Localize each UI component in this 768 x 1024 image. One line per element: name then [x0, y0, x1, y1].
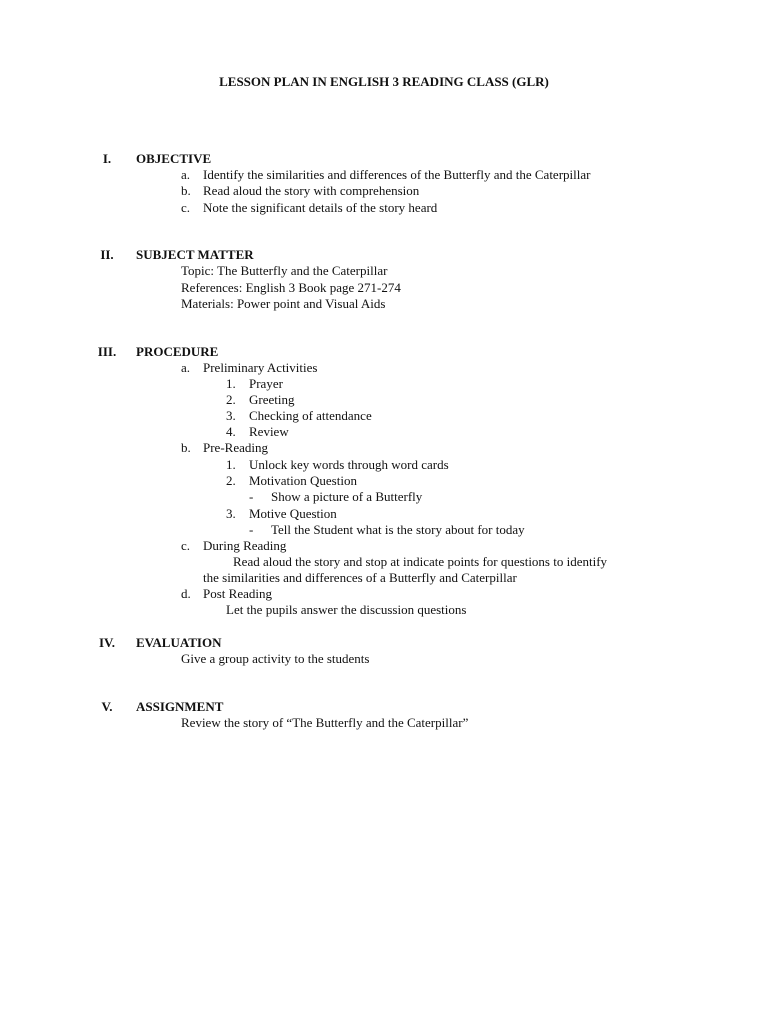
list-item: Motivation Question — [249, 473, 357, 488]
subsection-label-during-reading: During Reading — [203, 538, 287, 553]
topic-line: Topic: The Butterfly and the Caterpillar — [181, 263, 388, 278]
section-heading-subject-matter: SUBJECT MATTER — [136, 247, 254, 262]
subsection-label-post-reading: Post Reading — [203, 586, 272, 601]
list-marker: 1. — [226, 457, 236, 472]
assignment-text: Review the story of “The Butterfly and the Caterpillar” — [181, 715, 469, 730]
list-marker: a. — [181, 167, 191, 182]
list-marker: 4. — [226, 424, 236, 439]
list-item: Motive Question — [249, 506, 337, 521]
list-marker: b. — [181, 440, 191, 455]
list-item: Identify the similarities and differences of the Butterfly and the Caterpillar — [203, 167, 591, 182]
references-line: References: English 3 Book page 271-274 — [181, 280, 401, 295]
list-item: Greeting — [249, 392, 295, 407]
section-numeral-objective: I. — [102, 151, 112, 166]
list-marker: d. — [181, 586, 191, 601]
list-marker: a. — [181, 360, 191, 375]
dash-marker: - — [249, 489, 254, 504]
list-marker: b. — [181, 183, 191, 198]
section-numeral-procedure: III. — [97, 344, 117, 359]
dash-marker: - — [249, 522, 254, 537]
section-heading-procedure: PROCEDURE — [136, 344, 219, 359]
list-marker: c. — [181, 538, 191, 553]
section-heading-evaluation: EVALUATION — [136, 635, 222, 650]
list-marker: 3. — [226, 506, 236, 521]
section-heading-objective: OBJECTIVE — [136, 151, 212, 166]
list-marker: 2. — [226, 473, 236, 488]
sub-list-item: Tell the Student what is the story about for today — [271, 522, 525, 537]
section-numeral-evaluation: IV. — [98, 635, 116, 650]
paragraph-line: Read aloud the story and stop at indicate points for questions to identify — [233, 554, 608, 569]
list-marker: c. — [181, 200, 191, 215]
paragraph-line: the similarities and differences of a Butterfly and Caterpillar — [203, 570, 517, 585]
list-item: Checking of attendance — [249, 408, 372, 423]
paragraph-line: Let the pupils answer the discussion questions — [226, 602, 467, 617]
list-marker: 3. — [226, 408, 236, 423]
materials-line: Materials: Power point and Visual Aids — [181, 296, 386, 311]
section-numeral-assignment: V. — [101, 699, 113, 714]
section-numeral-subject-matter: II. — [100, 247, 114, 262]
list-item: Note the significant details of the story heard — [203, 200, 438, 215]
page-title: LESSON PLAN IN ENGLISH 3 READING CLASS (GLR) — [219, 74, 549, 89]
list-item: Review — [249, 424, 289, 439]
list-item: Read aloud the story with comprehension — [203, 183, 420, 198]
list-marker: 1. — [226, 376, 236, 391]
sub-list-item: Show a picture of a Butterfly — [271, 489, 423, 504]
evaluation-text: Give a group activity to the students — [181, 651, 370, 666]
subsection-label-pre-reading: Pre-Reading — [203, 440, 268, 455]
list-marker: 2. — [226, 392, 236, 407]
list-item: Prayer — [249, 376, 283, 391]
section-heading-assignment: ASSIGNMENT — [136, 699, 224, 714]
list-item: Unlock key words through word cards — [249, 457, 449, 472]
subsection-label-preliminary: Preliminary Activities — [203, 360, 318, 375]
